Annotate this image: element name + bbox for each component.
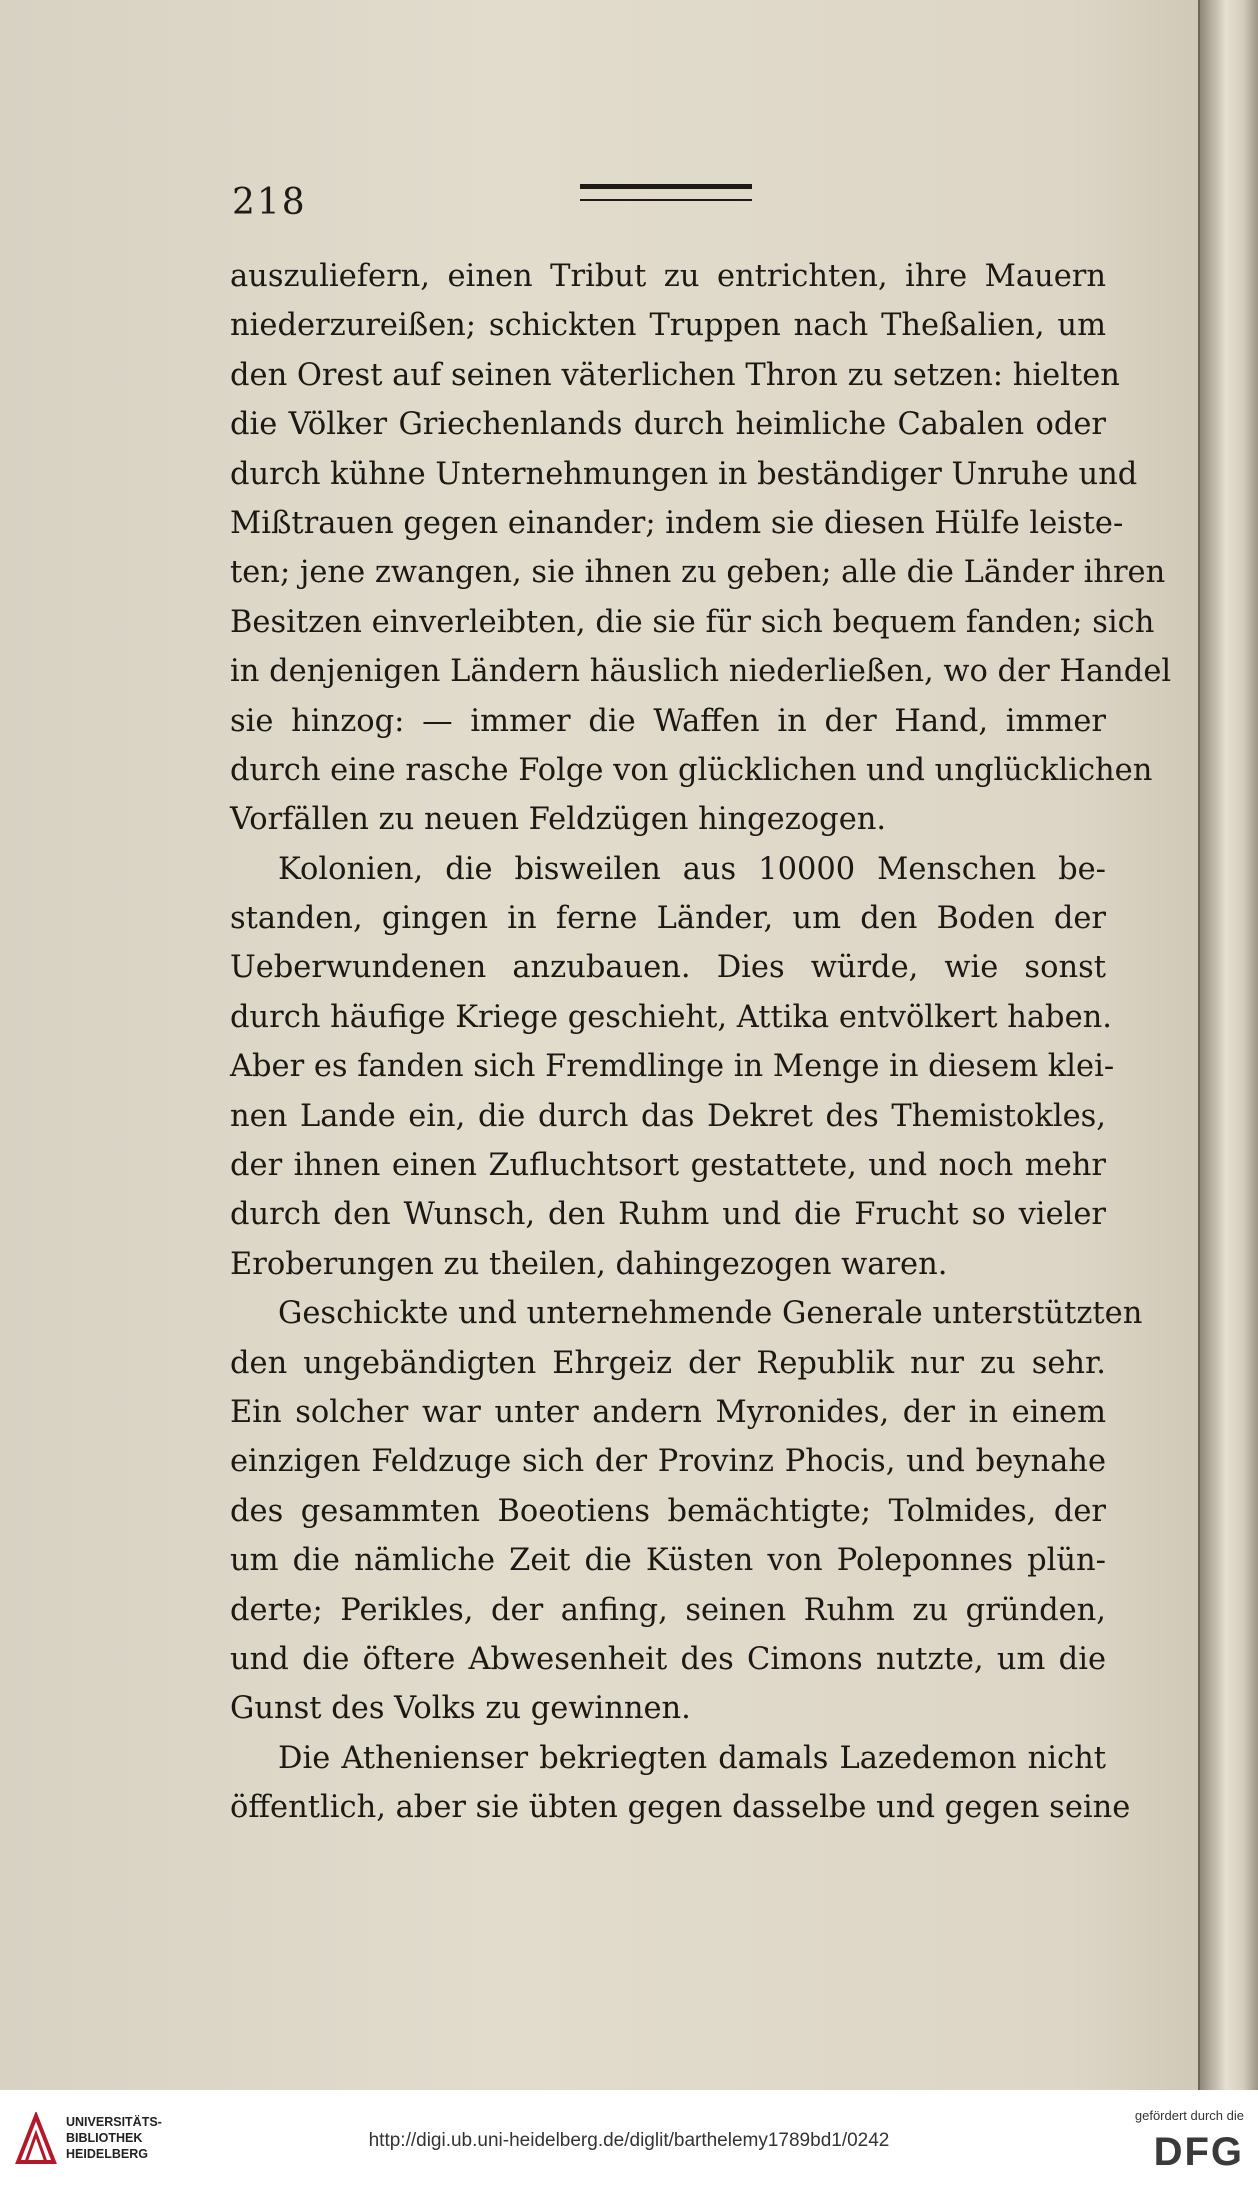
text-line: der ihnen einen Zufluchtsort gestattete, und noch mehr (230, 1148, 1106, 1184)
text-line: derte; Perikles, der anfing, seinen Ruhm zu gründen, (230, 1592, 1106, 1628)
body-text (230, 252, 1172, 1833)
text-line: standen, gingen in ferne Länder, um den Boden der (230, 901, 1106, 937)
text-line: Vorfällen zu neuen Feldzügen hingezogen. (230, 802, 887, 838)
text-line: Mißtrauen gegen einander; indem sie diesen Hülfe leiste- (230, 505, 1124, 541)
library-name-line: BIBLIOTHEK (66, 2131, 143, 2145)
text-line: den Orest auf seinen väterlichen Thron zu setzen: hielten (230, 357, 1120, 393)
text-line: Kolonien, die bisweilen aus 10000 Menschen be- (278, 851, 1106, 887)
text-line: Ueberwundenen anzubauen. Dies würde, wie sonst (230, 950, 1106, 986)
text-line: auszuliefern, einen Tribut zu entrichten, ihre Mauern (230, 259, 1106, 294)
text-line: in denjenigen Ländern häuslich niederließen, wo der Handel (230, 654, 1172, 690)
library-name-line: HEIDELBERG (66, 2147, 148, 2161)
text-line: durch den Wunsch, den Ruhm und die Frucht so vieler (230, 1197, 1106, 1233)
page-number: 218 (232, 182, 307, 223)
book-page-edge (1198, 0, 1258, 2090)
text-line: die Völker Griechenlands durch heimliche Cabalen oder (230, 407, 1106, 443)
dfg-logo: DFG (1153, 2130, 1244, 2174)
library-name-line: UNIVERSITÄTS- (66, 2115, 162, 2129)
text-line: niederzureißen; schickten Truppen nach Theßalien, um (230, 308, 1106, 344)
text-line: öffentlich, aber sie übten gegen dasselbe und gegen seine (230, 1790, 1131, 1826)
funding-note: gefördert durch die (1134, 2108, 1244, 2123)
text-line: sie hinzog: — immer die Waffen in der Hand, immer (230, 703, 1106, 739)
viewer-footer (0, 2090, 1258, 2186)
text-line: durch kühne Unternehmungen in beständiger Unruhe und (230, 456, 1138, 492)
text-line: um die nämliche Zeit die Küsten von Poleponnes plün- (230, 1543, 1106, 1579)
text-line: Besitzen einverleibten, die sie für sich bequem fanden; sich (230, 604, 1155, 640)
text-line: ten; jene zwangen, sie ihnen zu geben; alle die Länder ihren (230, 555, 1166, 591)
text-line: Gunst des Volks zu gewinnen. (230, 1691, 691, 1727)
text-line: durch eine rasche Folge von glücklichen und unglücklichen (230, 752, 1153, 788)
text-line: nen Lande ein, die durch das Dekret des Themistokles, (230, 1098, 1106, 1134)
text-line: Geschickte und unternehmende Generale unterstützten (278, 1296, 1143, 1332)
text-line: durch häufige Kriege geschieht, Attika entvölkert haben. (230, 999, 1112, 1035)
text-line: einzigen Feldzuge sich der Provinz Phocis, und beynahe (230, 1444, 1106, 1480)
permalink-url[interactable]: http://digi.ub.uni-heidelberg.de/diglit/barthelemy1789bd1/0242 (368, 2130, 890, 2151)
text-line: des gesammten Boeotiens bemächtigte; Tolmides, der (230, 1493, 1106, 1529)
header-rule (580, 184, 752, 201)
text-line: Ein solcher war unter andern Myronides, der in einem (230, 1394, 1106, 1430)
text-line: den ungebändigten Ehrgeiz der Republik nur zu sehr. (230, 1345, 1106, 1381)
text-line: und die öftere Abwesenheit des Cimons nutzte, um die (230, 1641, 1106, 1677)
text-line: Eroberungen zu theilen, dahingezogen waren. (230, 1246, 948, 1282)
text-line: Aber es fanden sich Fremdlinge in Menge in diesem klei- (230, 1049, 1115, 1085)
text-line: Die Athenienser bekriegten damals Lazedemon nicht (278, 1740, 1106, 1776)
